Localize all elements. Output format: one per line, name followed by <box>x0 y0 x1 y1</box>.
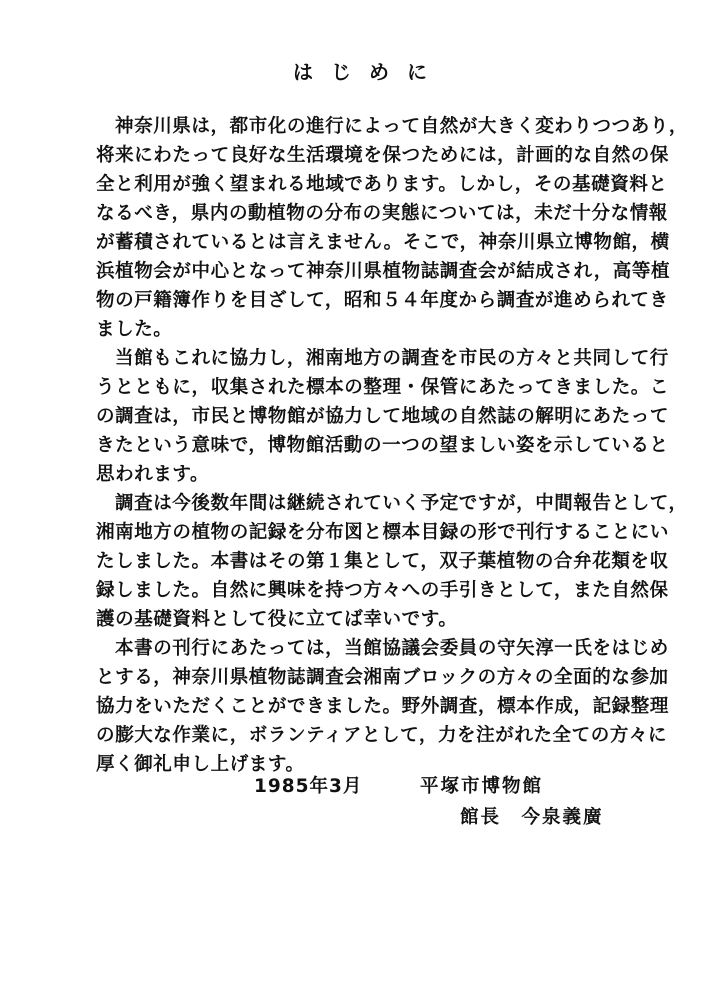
paragraph-4-line-1: 本書の刊行にあたっては，当館協議会委員の守矢淳一氏をはじめ <box>115 638 669 659</box>
signature-organization: 平塚市博物館 <box>420 776 544 797</box>
paragraph-4-line-3: 協力をいただくことができました。野外調査，標本作成，記録整理 <box>96 696 670 717</box>
paragraph-1-line-7: 物の戸籍簿作りを目ざして，昭和５４年度から調査が進められてき <box>96 290 669 311</box>
paragraph-1-line-3: 全と利用が強く望まれる地域であります。しかし，その基礎資料と <box>96 174 668 195</box>
paragraph-1-line-8: ました。 <box>96 319 173 340</box>
paragraph-2-line-5: 思われます。 <box>96 464 210 485</box>
paragraph-3-line-2: 湘南地方の植物の記録を分布図と標本目録の形で刊行することにい <box>96 522 670 543</box>
body-text <box>96 112 689 779</box>
paragraph-2-line-3: の調査は，市民と博物館が協力して地域の自然誌の解明にあたって <box>96 406 670 427</box>
paragraph-3-line-4: 録しました。自然に興味を持つ方々への手引きとして，また自然保 <box>96 580 669 601</box>
paragraph-2-line-1: 当館もこれに協力し，湘南地方の調査を市民の方々と共同して行 <box>115 348 669 369</box>
paragraph-3-line-1: 調査は今後数年間は継続されていく予定ですが，中間報告として， <box>115 493 688 514</box>
signature-director: 館長 今泉義廣 <box>460 807 604 828</box>
paragraph-1-line-5: が蓄積されているとは言えません。そこで，神奈川県立博物館，横 <box>96 232 670 253</box>
paragraph-1-line-4: なるべき，県内の動植物の分布の実態については，未だ十分な情報 <box>96 203 668 224</box>
paragraph-1-line-6: 浜植物会が中心となって神奈川県植物誌調査会が結成され，高等植 <box>96 261 671 282</box>
page-title: はじめに <box>293 60 445 84</box>
paragraph-3-line-3: たしました。本書はその第１集として，双子葉植物の合弁花類を収 <box>96 551 669 572</box>
paragraph-2-line-4: きたという意味で，博物館活動の一つの望ましい姿を示していると <box>96 435 669 456</box>
paragraph-4-line-2: とする，神奈川県植物誌調査会湘南ブロックの方々の全面的な参加 <box>96 667 669 688</box>
signature-date: 1985年3月 <box>254 776 363 797</box>
paragraph-2-line-2: うとともに，収集された標本の整理・保管にあたってきました。こ <box>96 377 670 398</box>
paragraph-1-line-2: 将来にわたって良好な生活環境を保つためには，計画的な自然の保 <box>96 145 670 166</box>
paragraph-1-line-1: 神奈川県は，都市化の進行によって自然が大きく変わりつつあり， <box>115 116 689 137</box>
paragraph-3-line-5: 護の基礎資料として役に立てば幸いです。 <box>96 609 458 630</box>
paragraph-4-line-4: の膨大な作業に，ボランティアとして，力を注がれた全ての方々に <box>96 725 668 746</box>
paragraph-4-line-5: 厚く御礼申し上げます。 <box>96 754 305 775</box>
